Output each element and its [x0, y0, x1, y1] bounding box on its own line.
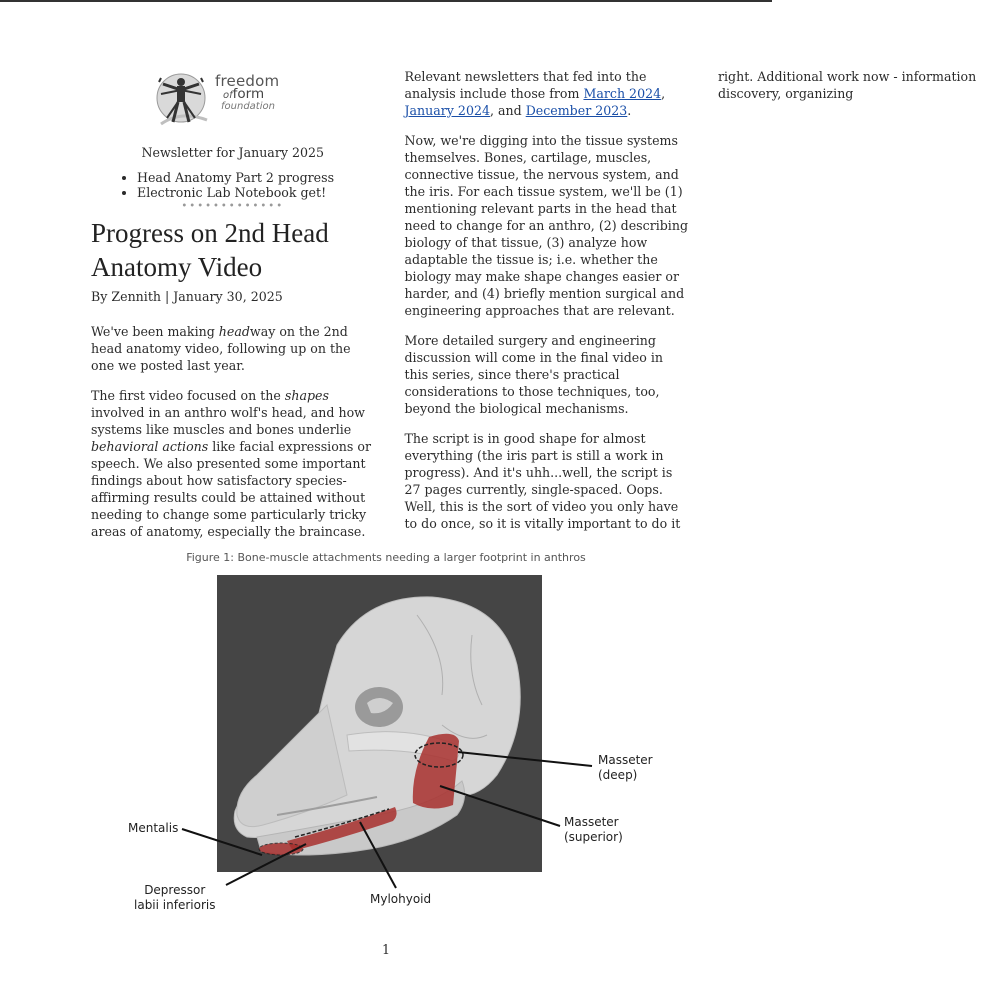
label-masseter-deep: Masseter (deep) [598, 753, 653, 782]
logo-line-freedom: freedom [215, 72, 280, 90]
link-march-2024[interactable]: March 2024 [583, 86, 662, 101]
label-mentalis: Mentalis [128, 821, 179, 835]
article-paragraph-3: Now, we're digging into the tissue systems themselves. Bones, cartilage, muscles, connective tissue, the nervous system, and the iris. For each tissue system, we'll be (1) mentioning relevant parts in the head that need to change for an anthro, (2) describing biology of that tissue, (3) analyze how adaptable the tissue is; i.e. whether the biology may make shape changes easier or harder, and (4) briefly mention surgical and engineering approaches that are relevant. [404, 133, 689, 318]
page-number: 1 [381, 942, 390, 957]
article-paragraph-1: We've been making headway on the 2nd head anatomy video, following up on the one we posted last year. [91, 324, 351, 373]
highlight-item: • Head Anatomy Part 2 progress [137, 170, 375, 185]
logo-line-foundation: foundation [221, 101, 275, 112]
article-title: Progress on 2nd Head Anatomy Video [91, 218, 329, 282]
label-depressor-labii-inferioris: Depressor labii inferioris [134, 883, 216, 912]
article-paragraph-2: The first video focused on the shapes involved in an anthro wolf's head, and how systems like muscles and bones underlie behavioral actions like facial expressions or speech. We also presented some important findings about how satisfactory species-affirming results could be attained without needing to change some particularly tricky areas of anatomy, especially the braincase. Relevant newsletters that fed into the analysis include those from March 2024, January 2024, and December 2023. [91, 69, 666, 539]
newsletter-title: Newsletter for January 2025 [141, 145, 325, 160]
link-january-2024[interactable]: January 2024 [404, 103, 490, 118]
section-divider: ••••••••••••• [181, 201, 285, 212]
figure-caption: Figure 1: Bone-muscle attachments needing a larger footprint in anthros [186, 551, 586, 564]
label-masseter-superior: Masseter (superior) [564, 815, 623, 844]
logo-line-of-form: ofform [223, 86, 265, 102]
highlight-item: • Electronic Lab Notebook get! [137, 185, 375, 200]
label-mylohyoid: Mylohyoid [370, 892, 432, 906]
article-paragraph-5: The script is in good shape for almost everything (the iris part is still a work in progress). And it's uhh...well, the script is 27 pages currently, single-spaced. Oops. Well, this is the sort of video you only have to do once, so it is vitally important to do it right. Additional work now - information discovery, organizing [404, 69, 977, 531]
link-december-2023[interactable]: December 2023 [525, 103, 628, 118]
article-byline: By Zennith | January 30, 2025 [91, 289, 283, 304]
article-paragraph-4: More detailed surgery and engineering discussion will come in the final video in this series, since there's practical considerations to those techniques, too, beyond the biological mechanisms. [404, 333, 663, 416]
